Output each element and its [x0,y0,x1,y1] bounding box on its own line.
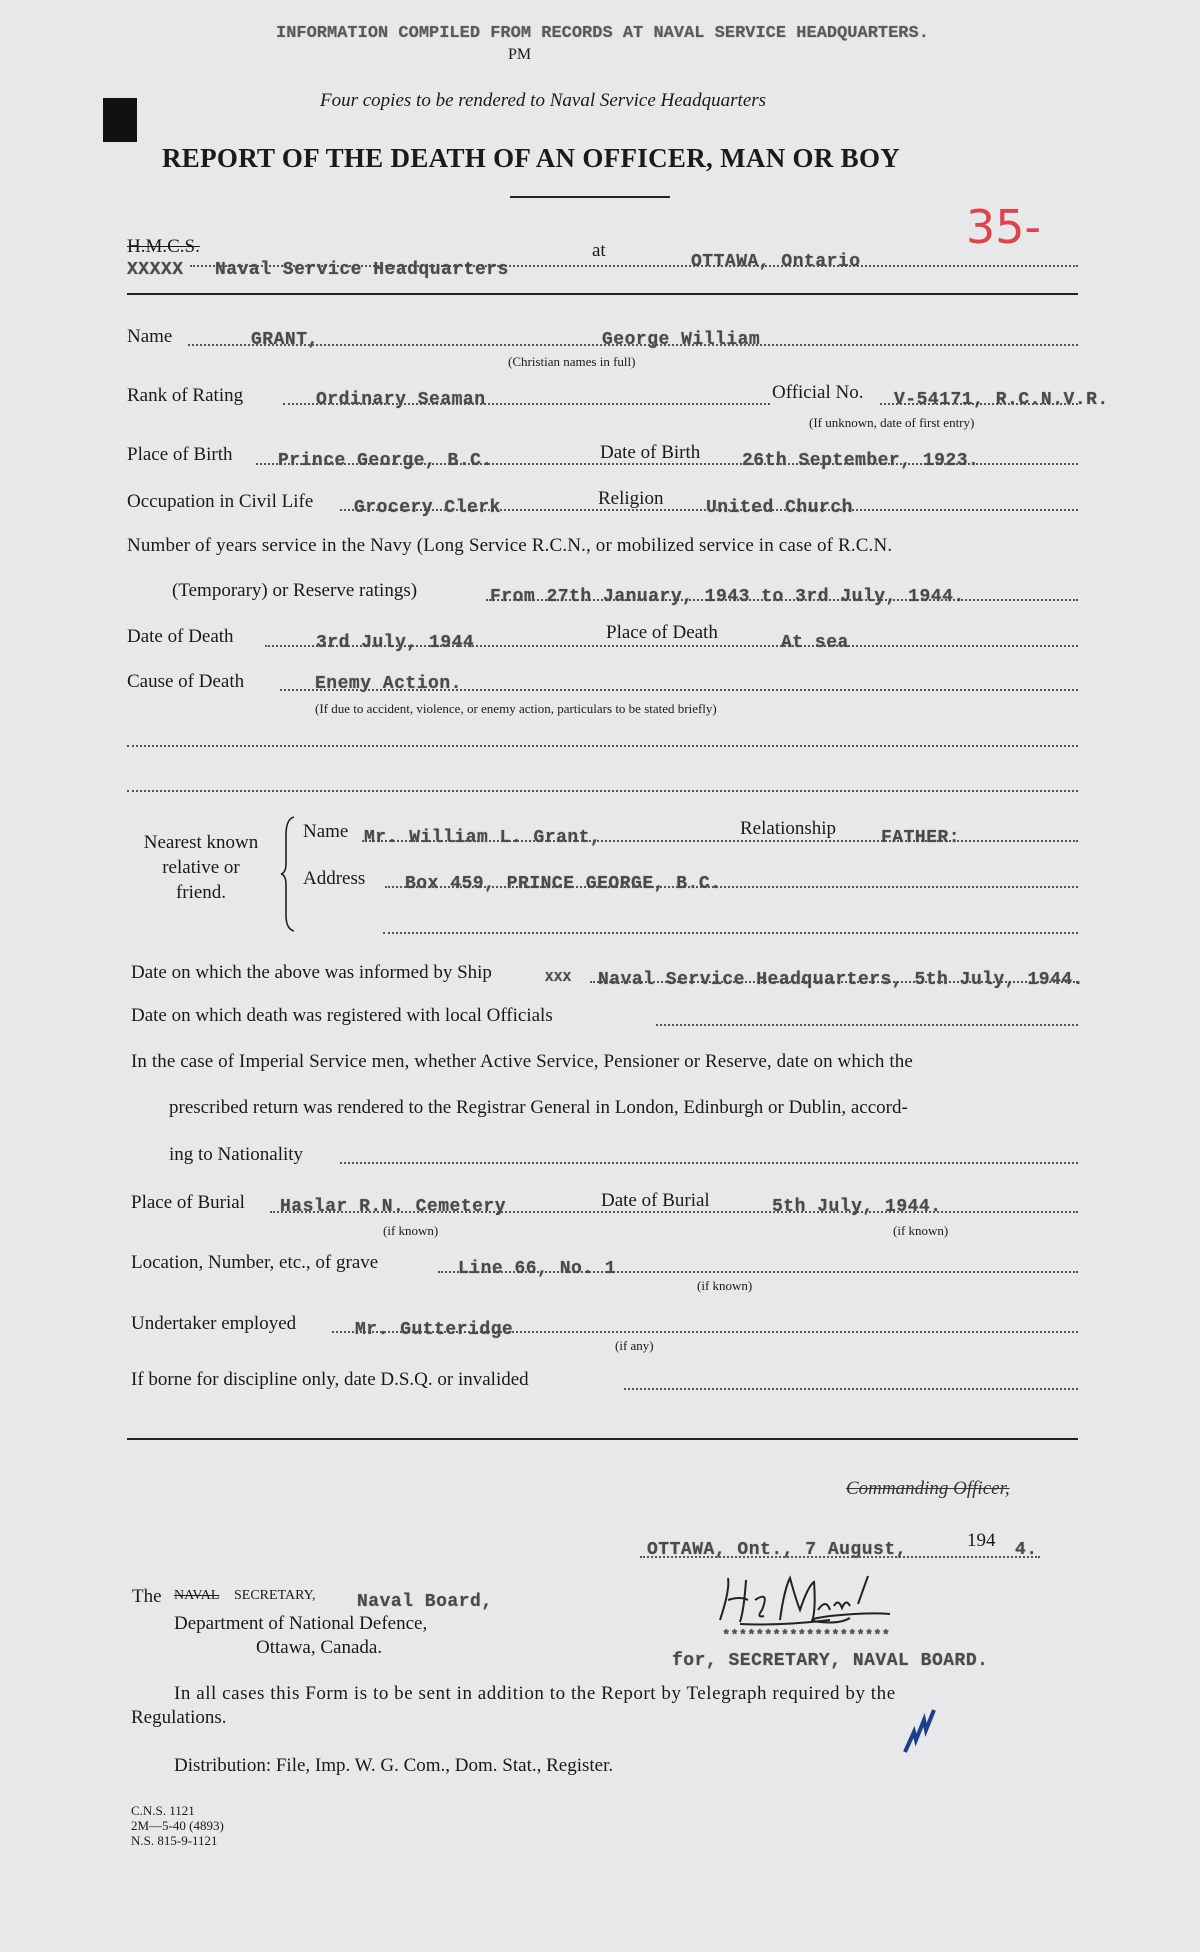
burial-place-note: (if known) [383,1223,439,1238]
cause-extra-dots-2 [127,790,1078,792]
relative-group-label-2: relative or [162,857,240,878]
grave-value: Line 66, No. 1 [458,1259,617,1279]
addressee-the: The [132,1586,162,1607]
relative-name-value: Mr. William L. Grant, [364,828,602,848]
brace-icon [280,815,300,933]
official-no-note: (If unknown, date of first entry) [809,415,975,430]
service-value: From 27th January, 1943 to 3rd July, 1944. [490,587,965,607]
occupation-label: Occupation in Civil Life [127,491,314,512]
cause-value: Enemy Action. [315,674,462,694]
copies-note: Four copies to be rendered to Naval Service Headquarters [320,90,767,111]
informed-struck: XXX [545,970,572,986]
address-label: Address [303,868,366,889]
page-title: REPORT OF THE DEATH OF AN OFFICER, MAN OR BOY [162,143,901,173]
telegraph-note-1: In all cases this Form is to be sent in addition to the Report by Telegraph required by the [174,1683,896,1704]
religion-label: Religion [598,488,664,509]
official-no-label: Official No. [772,382,864,403]
for-secretary: for, SECRETARY, NAVAL BOARD. [672,1651,989,1671]
address-extra-dots [383,932,1078,934]
relationship-label: Relationship [740,818,837,839]
form-code-2: 2M—5-40 (4893) [131,1818,224,1833]
death-date-label: Date of Death [127,626,234,647]
red-pencil-mark: 35- [966,200,1042,254]
imperial-line-2: prescribed return was rendered to the Registrar General in London, Edinburgh or Dublin, accord- [169,1097,908,1118]
discipline-label: If borne for discipline only, date D.S.Q. or invalided [131,1369,529,1390]
cause-extra-dots-1 [127,745,1078,747]
section-rule [127,293,1078,295]
birth-place-label: Place of Birth [127,444,233,465]
cause-label: Cause of Death [127,671,245,692]
relative-group-label-3: friend. [175,882,227,903]
commanding-officer-struck: Commanding Officer, [846,1478,1010,1499]
imperial-line-3: ing to Nationality [169,1144,304,1165]
name-label: Name [127,326,173,347]
registered-label: Date on which death was registered with local Officials [131,1005,553,1026]
form-code-1: C.N.S. 1121 [131,1803,195,1818]
address-value: Box 459, PRINCE GEORGE, B.C. [405,874,722,894]
hmcs-label: H.M.C.S. [127,236,200,257]
informed-value: Naval Service Headquarters, 5th July, 1944. [598,970,1084,990]
at-label: at [592,240,606,261]
surname-value: GRANT, [251,330,319,350]
year-suffix: 4. [1015,1540,1038,1560]
occupation-value: Grocery Clerk [354,498,501,518]
registered-dots [656,1024,1078,1026]
year-prefix: 194 [967,1530,996,1551]
initials: PM [508,46,532,63]
city: Ottawa, Canada. [256,1637,383,1658]
discipline-dots [624,1388,1078,1390]
addressee-typed: Naval Board, [357,1592,493,1612]
ship-struck: XXXXX [127,260,184,280]
blue-pen-mark [900,1706,940,1756]
burial-place-label: Place of Burial [131,1192,245,1213]
signature [700,1570,930,1626]
nationality-dots [340,1162,1078,1164]
imperial-line-1: In the case of Imperial Service men, whether Active Service, Pensioner or Reserve, date on which the [131,1051,913,1072]
religion-value: United Church [706,498,853,518]
burial-place-value: Haslar R.N. Cemetery [280,1197,507,1217]
undertaker-label: Undertaker employed [131,1313,297,1334]
death-place-value: At sea [781,633,849,653]
grave-note: (if known) [697,1278,753,1293]
telegraph-note-2: Regulations. [131,1707,227,1728]
form-code-3: N.S. 815-9-1121 [131,1833,218,1848]
given-names-value: George William [602,330,761,350]
birth-date-value: 26th September, 1923. [742,451,980,471]
at-value: OTTAWA, Ontario [691,252,861,272]
addressee-struck: NAVAL [174,1588,220,1603]
relative-group-label-1: Nearest known [143,832,259,853]
addressee-title: SECRETARY, [234,1588,316,1603]
form-codes [131,1803,224,1848]
burial-date-label: Date of Burial [601,1190,710,1211]
grave-label: Location, Number, etc., of grave [131,1252,379,1273]
service-label-2: (Temporary) or Reserve ratings) [172,580,418,601]
undertaker-value: Mr. Gutteridge [355,1320,514,1340]
title-rule [510,196,670,198]
relationship-value: FATHER: [881,828,961,848]
rank-value: Ordinary Seaman [316,390,486,410]
birth-date-label: Date of Birth [600,442,701,463]
birth-place-value: Prince George, B.C. [278,451,493,471]
name-note: (Christian names in full) [508,354,636,369]
cause-note: (If due to accident, violence, or enemy action, particulars to be stated briefly) [315,701,717,716]
death-place-label: Place of Death [606,622,718,643]
bottom-rule [127,1438,1078,1440]
undertaker-note: (if any) [615,1338,654,1353]
informed-label: Date on which the above was informed by Ship [131,962,492,983]
department: Department of National Defence, [174,1613,428,1634]
binder-hole [103,98,137,142]
burial-date-value: 5th July, 1944. [772,1197,942,1217]
death-date-value: 3rd July, 1944 [316,633,475,653]
signoff-place-date: OTTAWA, Ont., 7 August, [647,1540,907,1560]
service-label-1: Number of years service in the Navy (Long Service R.C.N., or mobilized service in case of R.C.N. [127,535,893,556]
official-no-value: V-54171, R.C.N.V.R. [894,390,1109,410]
relative-name-label: Name [303,821,349,842]
distribution-note: Distribution: File, Imp. W. G. Com., Dom. Stat., Register. [174,1755,614,1776]
ship-value: Naval Service Headquarters [215,260,509,280]
signature-stars: ******************** [722,1628,891,1644]
rank-label: Rank of Rating [127,385,244,406]
compiled-note: INFORMATION COMPILED FROM RECORDS AT NAVAL SERVICE HEADQUARTERS. [276,24,929,43]
burial-date-note: (if known) [893,1223,949,1238]
